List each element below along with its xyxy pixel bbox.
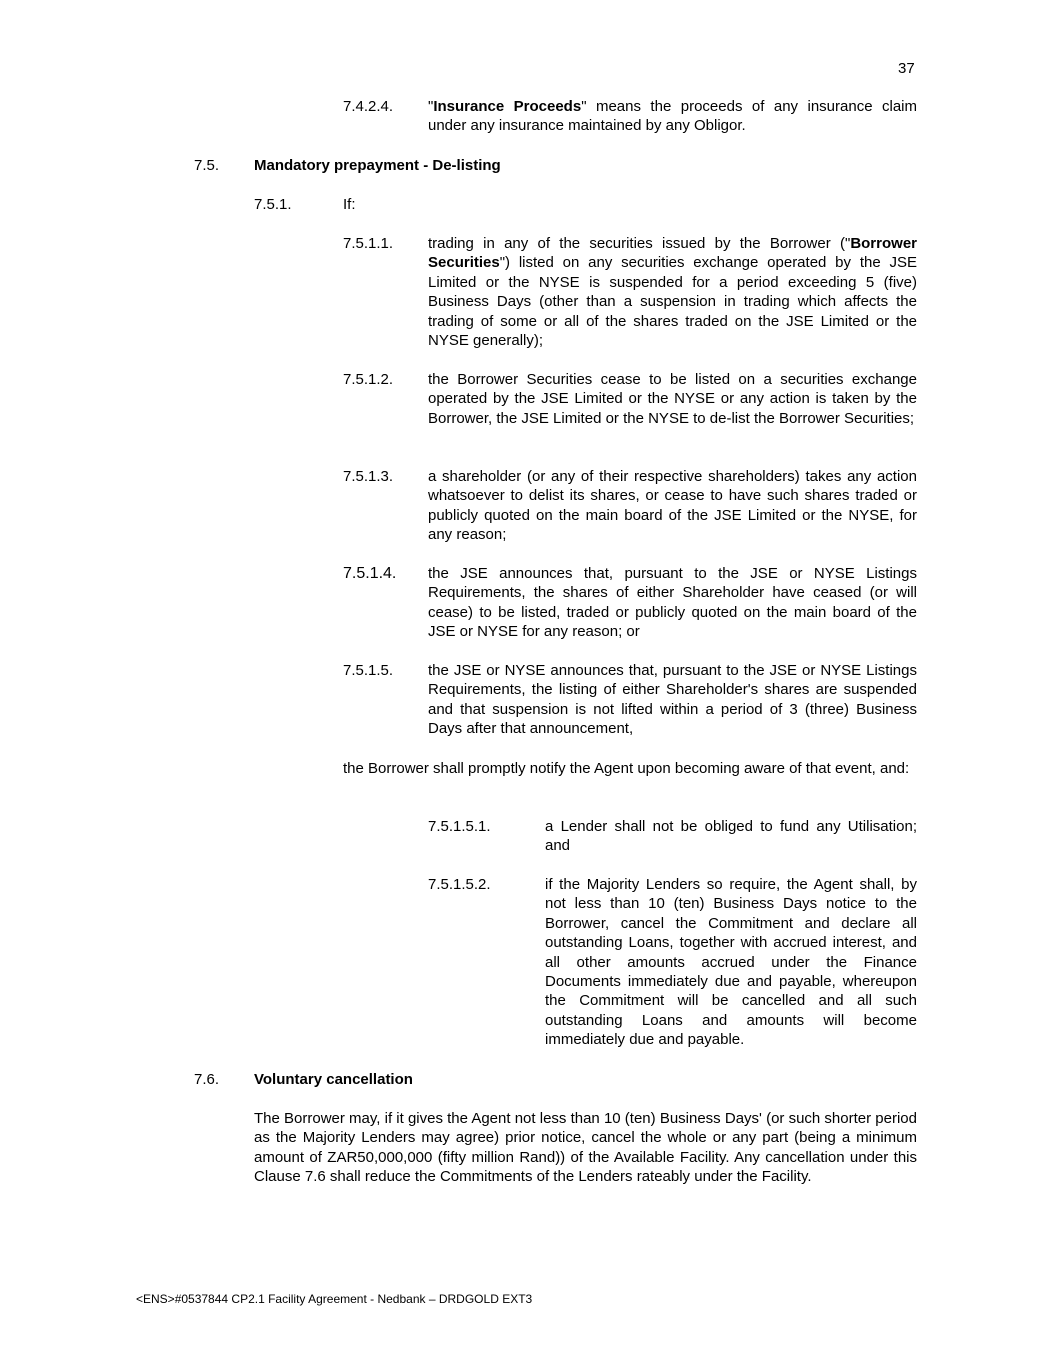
clause-7-5-number: 7.5. — [194, 157, 220, 174]
clause-7-5-1-3-number: 7.5.1.3. — [343, 468, 394, 485]
clause-7-5-1-2-number: 7.5.1.2. — [343, 371, 394, 388]
document-footer: <ENS>#0537844 CP2.1 Facility Agreement - Nedbank – DRDGOLD EXT3 — [136, 1292, 533, 1306]
clause-7-5-1-3-text: a shareholder (or any of their respective shareholders) takes any action whatsoever to delist its shares, or cease to have such shares traded or publicly quoted on the main board of the JSE Limited or the NYSE, for any reason; — [428, 468, 917, 544]
clause-7-5-1-4-text: the JSE announces that, pursuant to the JSE or NYSE Listings Requirements, the shares of either Shareholder have ceased (or will cease) to be listed, traded or publicly quoted on the main board of the JSE or NYSE for any reason; or — [428, 565, 917, 641]
clause-7-6-text: The Borrower may, if it gives the Agent not less than 10 (ten) Business Days' (or such shorter period as the Majority Lenders may agree) prior notice, cancel the whole or any part (being a minimum amount of ZAR50,000,000 (fifty million Rand)) of the Available Facility. Any cancellation under this Clause 7.6 shall reduce the Commitments of the Lenders rateably under the Facility. — [254, 1110, 917, 1186]
page-number: 37 — [898, 60, 915, 77]
clause-7-5-1-1-text: trading in any of the securities issued by the Borrower ("Borrower Securities") listed on any securities exchange operated by the JSE Limited or the NYSE is suspended for a period exceeding 5 (five) Business Days (other than a suspension in trading which affects the trading of some or all of the shares traded on the JSE Limited or the NYSE generally); — [428, 235, 917, 350]
clause-7-4-2-4-text: "Insurance Proceeds" means the proceeds of any insurance claim under any insurance maintained by any Obligor. — [428, 98, 917, 135]
clause-7-6-number: 7.6. — [194, 1071, 220, 1088]
clause-7-5-1-5-2-text: if the Majority Lenders so require, the Agent shall, by not less than 10 (ten) Business Days notice to the Borrower, cancel the Commitment and declare all outstanding Loans, together with accrued interest, and all other amounts accrued under the Finance Documents immediately due and payable, whereupon the Commitment will be cancelled and all such outstanding Loans and amounts will become immediately due and payable. — [545, 876, 917, 1049]
clause-7-5-1-4-number: 7.5.1.4. — [343, 565, 397, 582]
clause-7-5-1-number: 7.5.1. — [254, 196, 292, 213]
clause-7-6-heading: Voluntary cancellation — [254, 1071, 413, 1088]
clause-7-5-1-5-number: 7.5.1.5. — [343, 662, 394, 679]
clause-7-5-1-2-text: the Borrower Securities cease to be listed on a securities exchange operated by the JSE Limited or the NYSE or any action is taken by the Borrower, the JSE Limited or the NYSE to de-list the Borrower Securities; — [428, 371, 917, 427]
clause-7-5-continuation: the Borrower shall promptly notify the Agent upon becoming aware of that event, and: — [343, 760, 910, 777]
clause-7-5-1-5-1-number: 7.5.1.5.1. — [428, 818, 491, 835]
clause-7-5-1-5-text: the JSE or NYSE announces that, pursuant to the JSE or NYSE Listings Requirements, the listing of either Shareholder's shares are suspended and that suspension is not lifted within a period of 3 (three) Business Days after that announcement, — [428, 662, 917, 738]
clause-7-5-1-5-1-text: a Lender shall not be obliged to fund any Utilisation; and — [545, 818, 917, 855]
clause-7-5-heading: Mandatory prepayment - De-listing — [254, 157, 501, 174]
defined-term-insurance-proceeds: Insurance Proceeds — [433, 98, 582, 115]
clause-7-4-2-4-number: 7.4.2.4. — [343, 98, 394, 115]
defined-term-borrower-securities: Borrower Securities — [428, 235, 917, 272]
clause-7-5-1-text: If: — [343, 196, 356, 213]
clause-7-5-1-1-number: 7.5.1.1. — [343, 235, 394, 252]
clause-7-5-1-5-2-number: 7.5.1.5.2. — [428, 876, 491, 893]
